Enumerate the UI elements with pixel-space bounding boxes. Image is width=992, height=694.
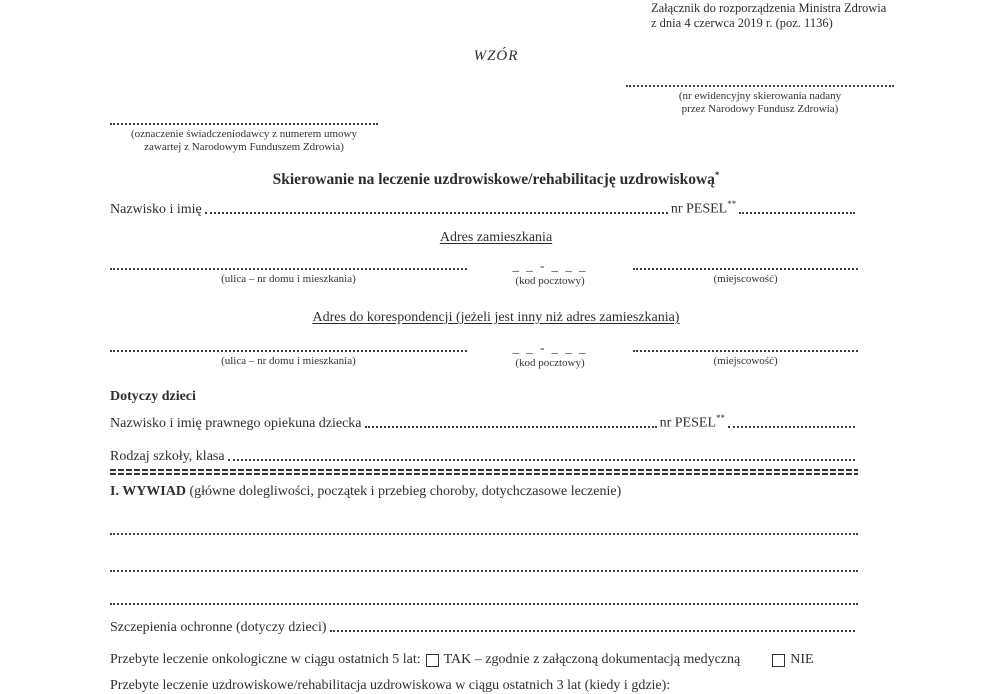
oncology-no-label: NIE	[790, 652, 814, 667]
pesel-footnote-mark: **	[727, 199, 737, 209]
form-title	[0, 170, 992, 189]
attachment-note-line1: Załącznik do rozporządzenia Ministra Zdrowia	[651, 1, 887, 15]
vaccinations-field-line[interactable]	[330, 630, 855, 632]
home-postal-field[interactable]: _ _ - _ _ _	[512, 258, 588, 273]
attachment-note-line2: z dnia 4 czerwca 2019 r. (poz. 1136)	[651, 16, 833, 30]
attachment-note	[651, 1, 971, 31]
mail-city-column	[633, 340, 858, 370]
mail-postal-field[interactable]: _ _ - _ _ _	[512, 340, 588, 355]
home-city-field-line[interactable]	[633, 268, 858, 270]
specimen-label: WZÓR	[473, 48, 519, 64]
mail-city-caption: (miejscowość)	[713, 355, 778, 367]
interview-write-line-1[interactable]	[110, 521, 858, 535]
spa-history-line-clipped: Przebyte leczenie uzdrowiskowe/rehabilitacja uzdrowiskowa w ciągu ostatnich 3 lat (kiedy i gdzie):	[110, 678, 671, 693]
home-city-column	[633, 258, 858, 288]
guardian-name-field-line[interactable]	[365, 426, 657, 428]
provider-caption-line2: zawartej z Narodowym Funduszem Zdrowia)	[144, 140, 344, 153]
oncology-yes-checkbox[interactable]	[426, 654, 439, 667]
referral-number-field-line[interactable]	[626, 85, 894, 87]
school-label: Rodzaj szkoły, klasa	[110, 449, 225, 464]
oncology-label: Przebyte leczenie onkologiczne w ciągu ostatnich 5 lat:	[110, 652, 421, 667]
provider-caption-line1: (oznaczenie świadczeniodawcy z numerem umowy	[130, 128, 357, 140]
address-home-row	[110, 258, 858, 288]
mail-street-caption: (ulica – nr domu i mieszkania)	[221, 355, 356, 367]
interview-heading-normal: (główne dolegliwości, początek i przebieg choroby, dotychczasowe leczenie)	[185, 484, 622, 499]
referral-number-block	[626, 85, 894, 116]
interview-write-line-3[interactable]	[110, 591, 858, 605]
oncology-yes-label: TAK – zgodnie z załączoną dokumentacją medyczną	[443, 652, 741, 667]
mail-street-field-line[interactable]	[110, 350, 467, 352]
home-street-column	[110, 258, 467, 288]
address-mail-row	[110, 340, 858, 370]
children-section-heading: Dotyczy dzieci	[110, 389, 196, 404]
provider-field-line[interactable]	[110, 123, 378, 125]
address-home-heading: Adres zamieszkania	[439, 230, 553, 245]
referral-number-caption-line1: (nr ewidencyjny skierowania nadany	[678, 90, 842, 102]
pesel-label: nr PESEL**	[670, 199, 737, 217]
patient-name-field-line[interactable]	[205, 212, 668, 214]
oncology-no-checkbox[interactable]	[772, 654, 785, 667]
guardian-pesel-field-line[interactable]	[728, 426, 855, 428]
patient-name-line	[110, 199, 858, 218]
oncology-line	[110, 652, 814, 668]
interview-write-line-2[interactable]	[110, 558, 858, 572]
mail-street-column	[110, 340, 467, 370]
mail-postal-column	[467, 340, 633, 370]
vaccinations-label: Szczepienia ochronne (dotyczy dzieci)	[110, 620, 327, 635]
interview-section-heading	[110, 484, 621, 500]
home-city-caption: (miejscowość)	[713, 273, 778, 285]
patient-name-label: Nazwisko i imię	[110, 201, 202, 217]
home-street-field-line[interactable]	[110, 268, 467, 270]
guardian-name-label: Nazwisko i imię prawnego opiekuna dziecka	[110, 415, 362, 431]
school-line	[110, 449, 858, 465]
section-separator-line	[110, 469, 858, 476]
guardian-name-line	[110, 413, 858, 432]
guardian-pesel-label: nr PESEL**	[659, 413, 725, 431]
interview-heading-strong: I. WYWIAD	[110, 484, 186, 499]
title-footnote-mark: *	[714, 170, 720, 180]
address-mail-heading: Adres do korespondencji (jeżeli jest inny niż adres zamieszkania)	[312, 310, 680, 325]
provider-block	[110, 123, 378, 154]
form-title-text: Skierowanie na leczenie uzdrowiskowe/rehabilitację uzdrowiskową	[272, 171, 715, 189]
guardian-pesel-footnote-mark: **	[716, 413, 725, 423]
referral-number-caption-line2: przez Narodowy Fundusz Zdrowia)	[681, 102, 839, 115]
mail-postal-caption: (kod pocztowy)	[515, 357, 585, 369]
vaccinations-line	[110, 620, 858, 636]
home-postal-column	[467, 258, 633, 288]
home-street-caption: (ulica – nr domu i mieszkania)	[221, 273, 356, 285]
mail-city-field-line[interactable]	[633, 350, 858, 352]
home-postal-caption: (kod pocztowy)	[515, 275, 585, 287]
school-field-line[interactable]	[228, 459, 855, 461]
patient-pesel-field-line[interactable]	[739, 212, 855, 214]
